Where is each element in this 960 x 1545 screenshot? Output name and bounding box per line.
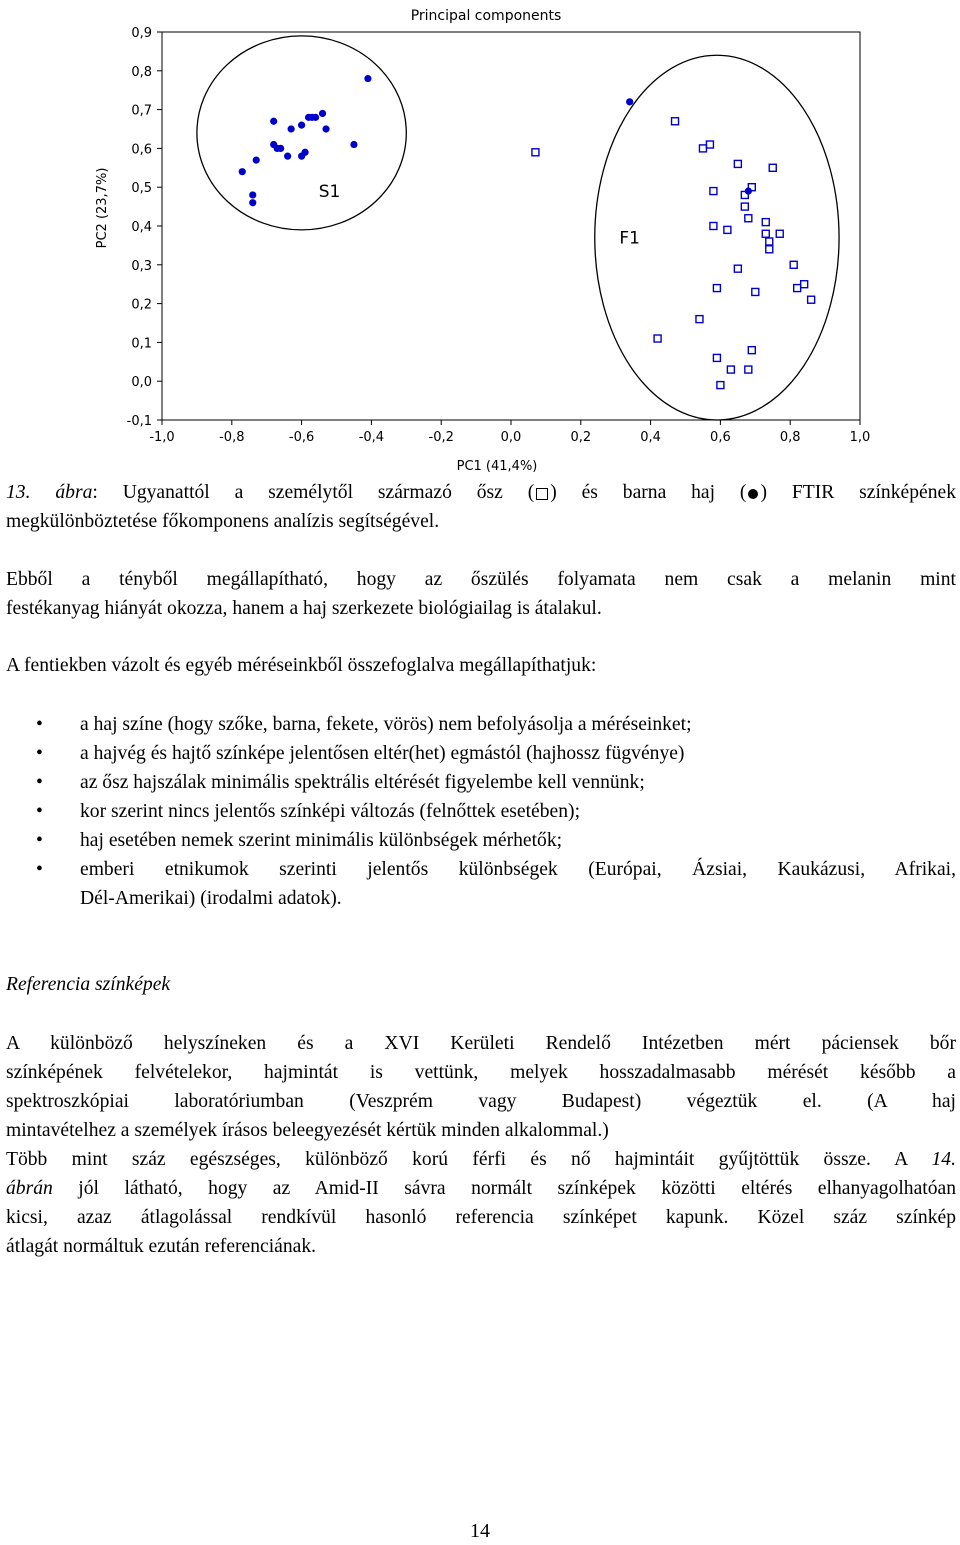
section-heading-text: Referencia színképek [6, 974, 171, 995]
list-item [36, 855, 956, 913]
data-point-filled-circle [312, 114, 319, 121]
caption-line-1 [6, 478, 956, 507]
pca-scatter-chart [90, 0, 890, 478]
data-point-filled-circle [301, 149, 308, 156]
data-point-open-square [776, 230, 783, 237]
data-point-filled-circle [350, 141, 357, 148]
list-item-text: a haj színe (hogy szőke, barna, fekete, vörös) nem befolyásolja a méréseinket; [80, 714, 692, 735]
data-point-open-square [752, 288, 759, 295]
list-item [36, 710, 956, 739]
data-point-open-square [794, 285, 801, 292]
data-point-open-square [710, 188, 717, 195]
y-tick-label: 0,5 [131, 181, 152, 197]
paragraph-4-line-3: kicsi, azaz átlagolással rendkívül hasonló referencia színképet kapunk. Közel száz színkép [6, 1207, 956, 1228]
paragraph-3-line-2: színképének felvételekor, hajmintát is vettünk, melyek hosszadalmasabb mérését később a [6, 1062, 956, 1083]
data-point-open-square [672, 118, 679, 125]
y-tick-label: 0,8 [131, 64, 152, 80]
data-point-filled-circle [249, 199, 256, 206]
data-point-open-square [532, 149, 539, 156]
data-point-open-square [748, 347, 755, 354]
y-tick-label: 0,7 [131, 103, 152, 119]
bullet-icon: • [36, 859, 43, 880]
page-number: 14 [470, 1520, 490, 1542]
list-item-text-line-1: emberi etnikumok szerinti jelentős különbségek (Európai, Ázsiai, Kaukázusi, Afrikai, [80, 859, 956, 880]
paragraph-4-line-2-text: jól látható, hogy az Amid-II sávra normált színképek közötti eltérés elhanyagolhatóan [52, 1178, 956, 1199]
pca-scatter-svg [90, 0, 890, 478]
plot-frame [162, 32, 860, 420]
open-square-symbol-icon [536, 488, 548, 500]
paragraph-3-line-4: mintavételhez a személyek írásos beleegyezését kértük minden alkalommal.) [6, 1120, 609, 1141]
list-item-text: haj esetében nemek szerint minimális különbségek mérhetők; [80, 830, 563, 851]
paragraph-3-line-3: spektroszkópiai laboratóriumban (Veszprém vagy Budapest) végeztük el. (A haj [6, 1091, 956, 1112]
data-point-open-square [790, 261, 797, 268]
data-point-open-square [734, 265, 741, 272]
paragraph-3 [6, 1029, 956, 1145]
caption-line-2: megkülönböztetése főkomponens analízis segítségével. [6, 511, 440, 532]
data-point-filled-circle [277, 145, 284, 152]
data-point-filled-circle [319, 110, 326, 117]
chart-points [239, 75, 815, 389]
paragraph-2: A fentiekben vázolt és egyéb méréseinkből összefoglalva megállapíthatjuk: [6, 655, 597, 676]
chart-x-axis-label: PC1 (41,4%) [456, 459, 538, 474]
list-item-text: az ősz hajszálak minimális spektrális eltérését figyelembe kell vennünk; [80, 772, 645, 793]
y-tick-label: -0,1 [126, 414, 152, 429]
data-point-open-square [696, 316, 703, 323]
y-tick-label: 0,2 [131, 297, 152, 313]
paragraph-1 [6, 565, 956, 623]
y-tick-label: 0,3 [131, 258, 152, 274]
data-point-open-square [710, 223, 717, 230]
data-point-filled-circle [298, 122, 305, 129]
data-point-open-square [766, 246, 773, 253]
data-point-open-square [654, 335, 661, 342]
chart-axes [127, 26, 871, 445]
data-point-open-square [808, 296, 815, 303]
cluster-label-s1: S1 [318, 182, 341, 203]
chart-cluster-ellipses [197, 36, 839, 420]
data-point-open-square [706, 141, 713, 148]
y-tick-label: 0,1 [131, 336, 152, 352]
x-tick-label: 0,2 [570, 430, 592, 445]
data-point-open-square [766, 238, 773, 245]
figure-reference-label: ábrán [6, 1178, 53, 1199]
data-point-open-square [745, 215, 752, 222]
caption-text-2: ) és barna haj ( [550, 482, 747, 503]
list-item [36, 739, 956, 768]
x-tick-label: -0,4 [358, 430, 385, 445]
data-point-filled-circle [253, 156, 260, 163]
list-item-text: kor szerint nincs jelentős színképi változás (felnőttek esetében); [80, 801, 581, 822]
caption-number: 13. [6, 482, 31, 503]
paragraph-4-line-1-text: Több mint száz egészséges, különböző korú férfi és nő hajmintáit gyűjtöttük össze. A [6, 1149, 932, 1170]
list-item [36, 826, 956, 855]
bullet-icon: • [36, 714, 43, 735]
section-heading [6, 970, 956, 999]
y-tick-label: 0,0 [131, 375, 152, 391]
paragraph-1-line-1: Ebből a tényből megállapítható, hogy az őszülés folyamata nem csak a melanin mint [6, 569, 956, 590]
caption-text-1: : Ugyanattól a személytől származó ősz ( [92, 482, 535, 503]
data-point-filled-circle [239, 168, 246, 175]
data-point-open-square [713, 285, 720, 292]
paragraph-4-line-4: átlagát normáltuk ezután referenciának. [6, 1236, 317, 1257]
data-point-open-square [724, 226, 731, 233]
chart-title: Principal components [410, 8, 562, 24]
data-point-open-square [713, 354, 720, 361]
data-point-open-square [734, 160, 741, 167]
data-point-open-square [727, 366, 734, 373]
x-tick-label: -0,8 [219, 430, 245, 445]
data-point-open-square [762, 219, 769, 226]
caption-text-3: ) FTIR színképének [760, 482, 957, 503]
y-tick-label: 0,9 [131, 26, 152, 41]
findings-list [36, 710, 956, 913]
data-point-filled-circle [270, 118, 277, 125]
x-tick-label: -1,0 [149, 430, 175, 445]
list-item-text-line-2: Dél-Amerikai) (irodalmi adatok). [80, 888, 342, 909]
cluster-label-f1: F1 [619, 228, 640, 249]
list-item [36, 768, 956, 797]
paragraph-1-line-2: festékanyag hiányát okozza, hanem a haj szerkezete biológiailag is átalakul. [6, 598, 602, 619]
bullet-icon: • [36, 743, 43, 764]
data-point-filled-circle [364, 75, 371, 82]
x-tick-label: 0,4 [640, 430, 661, 445]
data-point-open-square [699, 145, 706, 152]
chart-y-axis-label: PC2 (23,7%) [95, 167, 110, 249]
paragraph-3-line-1: A különböző helyszíneken és a XVI Kerületi Rendelő Intézetben mért páciensek bőr [6, 1033, 956, 1054]
cluster-ellipse-s1 [197, 36, 406, 230]
bullet-icon: • [36, 772, 43, 793]
data-point-open-square [801, 281, 808, 288]
bullet-icon: • [36, 801, 43, 822]
caption-label: ábra [55, 482, 93, 503]
x-tick-label: 1,0 [849, 430, 871, 445]
figure-reference-number: 14. [931, 1149, 956, 1170]
paragraph-4 [6, 1145, 956, 1261]
data-point-filled-circle [626, 98, 633, 105]
list-item-text: a hajvég és hajtő színképe jelentősen eltér(het) egmástól (hajhossz fügvénye) [80, 743, 685, 764]
data-point-open-square [745, 366, 752, 373]
data-point-open-square [717, 382, 724, 389]
x-tick-label: -0,2 [428, 430, 454, 445]
list-item [36, 797, 956, 826]
x-tick-label: -0,6 [288, 430, 315, 445]
chart-cluster-labels [319, 182, 640, 249]
data-point-open-square [762, 230, 769, 237]
data-point-filled-circle [322, 125, 329, 132]
data-point-open-square [741, 203, 748, 210]
data-point-open-square [769, 164, 776, 171]
data-point-filled-circle [284, 153, 291, 160]
bullet-icon: • [36, 830, 43, 851]
x-tick-label: 0,0 [500, 430, 522, 445]
paragraph-4-line-2 [6, 1174, 956, 1203]
x-tick-label: 0,8 [779, 430, 801, 445]
filled-circle-symbol-icon [748, 489, 758, 499]
figure-caption [6, 478, 956, 536]
data-point-filled-circle [288, 125, 295, 132]
y-tick-label: 0,6 [131, 142, 152, 158]
y-tick-label: 0,4 [131, 220, 152, 235]
paragraph-4-line-1 [6, 1145, 956, 1174]
data-point-filled-circle [249, 191, 256, 198]
x-tick-label: 0,6 [710, 430, 731, 445]
